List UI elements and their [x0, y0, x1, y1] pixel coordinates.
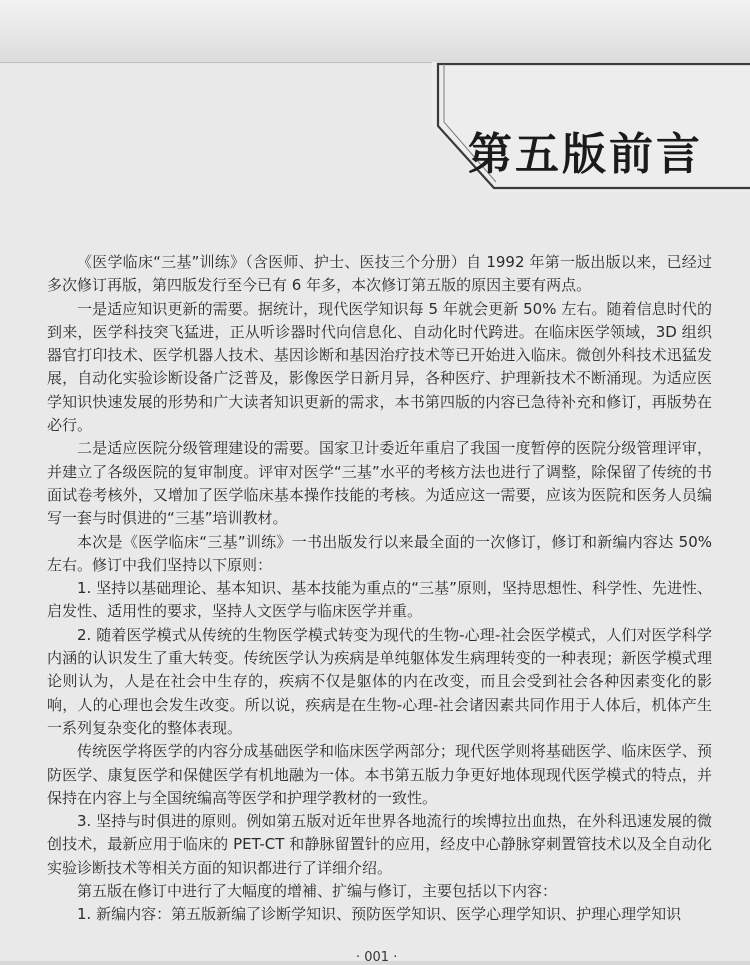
paragraph: 《医学临床“三基”训练》（含医师、护士、医技三个分册）自 1992 年第一版出版以来，已经过多次修订再版，第四版发行至今已有 6 年多，本次修订第五版的原因主要有两点。 [47, 253, 712, 295]
previous-page-strip [0, 0, 750, 62]
paragraph: 一是适应知识更新的需要。据统计，现代医学知识每 5 年就会更新 50% 左右。随着信息时代的到来，医学科技突飞猛进，正从听诊器时代向信息化、自动化时代跨进。在临床医学领域，3D 组织器官打印技术、医学机器人技术、基因诊断和基因治疗技术等已开始进入临床。微创外科技术迅猛发展，自动化实验诊断设备广泛普及，影像医学日新月异，各种医疗、护理新技术不断涌现。为适应医学知识快速发展的形势和广大读者知识更新的需求，本书第四版的内容已急待补充和修订，再版势在必行。 [47, 299, 712, 435]
preface-body [47, 251, 712, 927]
paragraph: 第五版在修订中进行了大幅度的增補、扩编与修订，主要包括以下内容： [77, 882, 558, 901]
paragraph: 二是适应医院分级管理建设的需要。国家卫计委近年重启了我国一度暂停的医院分级管理评审，并建立了各级医院的复审制度。评审对医学“三基”水平的考核方法也进行了调整，除保留了传统的书面试卷考核外，又增加了医学临床基本操作技能的考核。为适应这一需要，应该为医院和医务人员编写一套与时俱进的“三基”培训教材。 [47, 439, 712, 528]
page-number: · 001 · [356, 950, 398, 965]
paragraph: 本次是《医学临床“三基”训练》一书出版发行以来最全面的一次修订，修订和新编内容达 50% 左右。修订中我们坚持以下原则： [47, 532, 712, 574]
paragraph: 1. 新编内容：第五版新编了诊断学知识、预防医学知识、医学心理学知识、护理心理学知识 [77, 905, 682, 924]
page-title: 第五版前言 [468, 129, 703, 180]
paragraph: 1. 坚持以基础理论、基本知识、基本技能为重点的“三基”原则，坚持思想性、科学性、先进性、启发性、适用性的要求，坚持人文医学与临床医学并重。 [47, 579, 712, 621]
paragraph: 3. 坚持与时俱进的原则。例如第五版对近年世界各地流行的埃博拉出血热，在外科迅速发展的微创技术，最新应用于临床的 PET-CT 和静脉留置针的应用，经皮中心静脉穿刺置管技术以及全自动化实验诊断技术等相关方面的知识都进行了详细介绍。 [47, 812, 712, 877]
paragraph: 2. 随着医学模式从传统的生物医学模式转变为现代的生物-心理-社会医学模式，人们对医学科学内涵的认识发生了重大转变。传统医学认为疾病是单纯躯体发生病理转变的一种表现；新医学模式理论则认为，人是在社会中生存的，疾病不仅是躯体的内在改变，而且会受到社会各种因素变化的影响，人的心理也会发生改变。所以说，疾病是在生物-心理-社会诸因素共同作用于人体后，机体产生一系列复杂变化的整体表现。 [47, 625, 712, 737]
paragraph: 传统医学将医学的内容分成基础医学和临床医学两部分；现代医学则将基础医学、临床医学、预防医学、康复医学和保健医学有机地融为一体。本书第五版力争更好地体现现代医学模式的特点，并保持在内容上与全国统编高等医学和护理学教材的一致性。 [47, 742, 712, 807]
